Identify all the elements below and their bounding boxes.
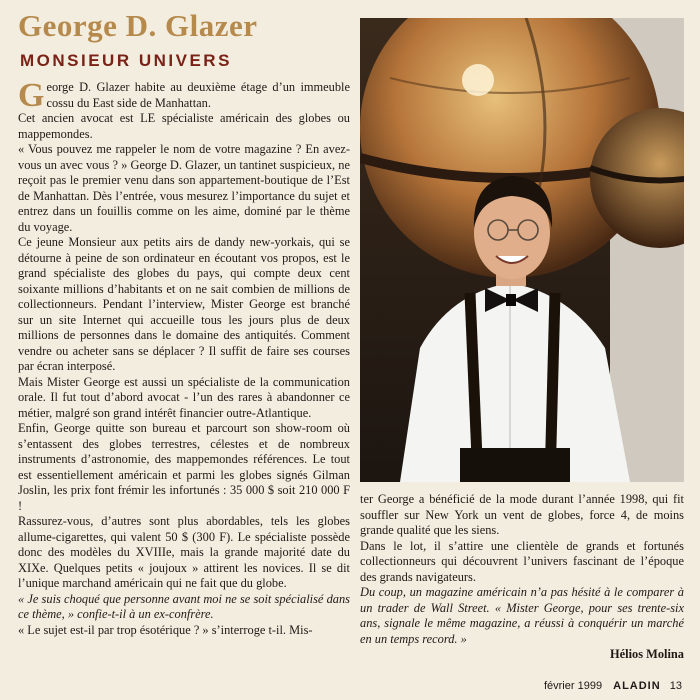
author-signature: Hélios Molina (610, 647, 684, 661)
paragraph-1 (18, 80, 350, 114)
page-number: 13 (669, 680, 682, 692)
right-paragraph-2: Dans le lot, il s’attire une clientèle de grands et fortunés collectionneurs qui découvrent l’univers fascinant de l’époque des grands navigateurs. (360, 538, 684, 584)
right-paragraph-3: Du coup, un magazine américain n’a pas hésité à le comparer à un trader de Wall Street. « Mister George, pour ses trente-six ans, signale le même magazine, a réussi à conquérir un marché en un temps record. » (360, 585, 684, 646)
magazine-name: ALADIN (613, 680, 661, 692)
issue-date: février 1999 (543, 680, 603, 692)
paragraph-7: Rassurez-vous, d’autres sont plus abordables, tels les globes allume-cigarettes, qui valent 50 $ (300 F). Le spécialiste possède donc des modèles du XVIIIe, mais la grande majorité date du XIXe. Quelques petits « joujoux » attirent les novices. Il se dit l’unique marchand américain qui ne fait que du globe. (18, 514, 350, 590)
article-title: George D. Glazer (18, 8, 258, 43)
paragraph-5: Mais Mister George est aussi un spécialiste de la communication orale. Il fut tout d’abord avocat - l’un des rares à abandonner ce métier, malgré son grand intérêt financier outre-Atlantique. (18, 374, 350, 420)
paragraph-3: « Vous pouvez me rappeler le nom de votre magazine ? En avez-vous un avec vous ? » George D. Glazer, un tantinet suspicieux, ne reçoit pas le premier venu dans son appartement-boutique de l’Est de Manhattan. Dès l’entrée, vous mesurez l’importance du sujet et entrez dans un fouillis comme on les aime, dominé par le thème du voyage. (18, 142, 350, 234)
paragraph-8-quote: « Je suis choqué que personne avant moi ne se soit spécialisé dans ce thème, » confie-t-il à un ex-confrère. (18, 591, 350, 621)
paragraph-2: Cet ancien avocat est LE spécialiste américain des globes ou mappemondes. (18, 111, 350, 141)
paragraph-6: Enfin, George quitte son bureau et parcourt son show-room où s’entassent des globes terrestres, célestes et de nombreux instruments d’astronomie, des mappemondes références. Le tout est essentiellement américain et parmi les globes signés Gilman Joslin, les prix font frémir les infortunés : 35 000 $ soit 210 000 F ! (18, 421, 350, 513)
paragraph-9: « Le sujet est-il par trop ésotérique ? » s’interroge t-il. Mis- (18, 622, 313, 637)
right-text-column (360, 492, 684, 668)
page-footer (544, 680, 682, 692)
right-paragraph-1: ter George a bénéficié de la mode durant l’année 1998, qui fit souffler sur New York un vent de globes, force 4, de moins grande qualité que les siens. (360, 492, 684, 537)
article-subtitle: MONSIEUR UNIVERS (20, 51, 232, 70)
photo-illustration (360, 18, 684, 482)
left-text-column (18, 80, 350, 670)
portrait-photo (360, 18, 684, 482)
drop-cap: G (18, 80, 45, 114)
paragraph-4: Ce jeune Monsieur aux petits airs de dandy new-yorkais, qui se détourne à peine de son ordinateur en écoutant vos propos, est le grand spécialiste des globes du pays, qui compte deux cent soixante millions d’habitants et on ne sait combien de millions de collectionneurs. Pendant l’interview, Mister George est branché sur un site Internet qui accueille tous les jours plus de deux millions de personnes dans le domaine des antiquités. Comment vendre ou acheter sans se déplacer ? Il suffit de faire ses courses par écran interposé. (18, 235, 350, 373)
paragraph-1-text: eorge D. Glazer habite au deuxième étage d’un immeuble cossu du East side de Manhattan. (46, 80, 350, 110)
